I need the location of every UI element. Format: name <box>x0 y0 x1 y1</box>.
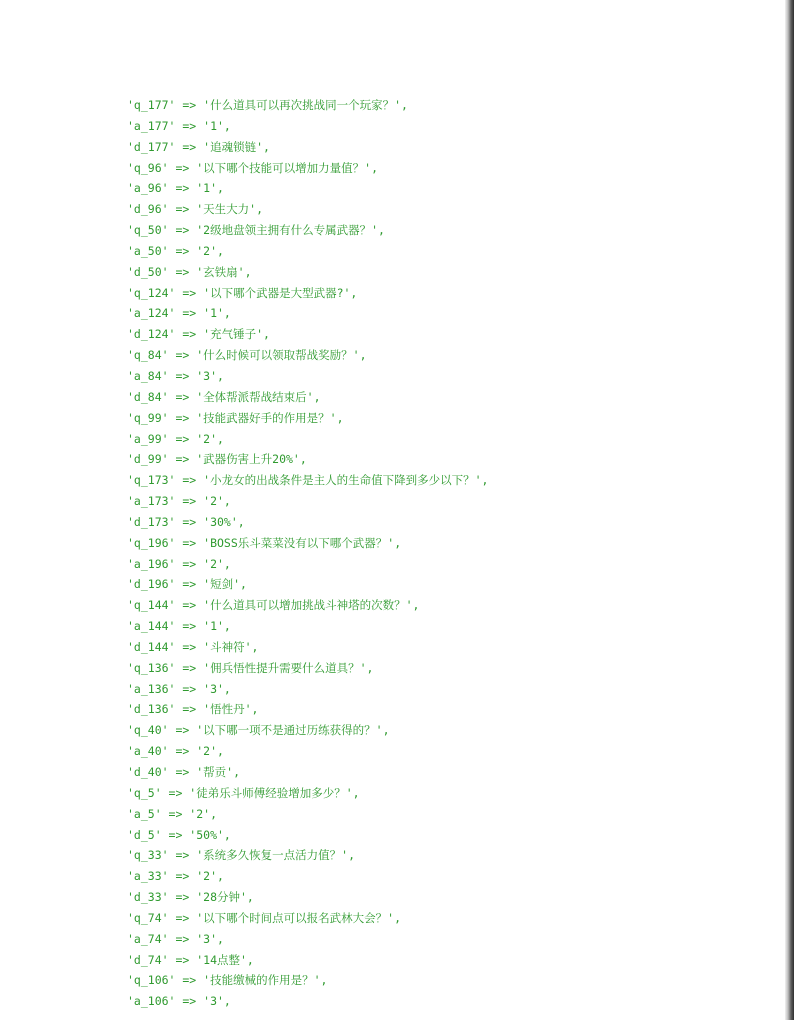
code-line: 'd_144' => '斗神符', <box>127 639 259 654</box>
code-line: 'q_40' => '以下哪一项不是通过历练获得的？', <box>127 723 390 738</box>
code-line: 'a_99' => '2', <box>127 431 224 446</box>
code-line: 'q_84' => '什么时候可以领取帮战奖励？', <box>127 348 367 363</box>
code-line: 'a_50' => '2', <box>127 243 224 258</box>
code-line: 'a_177' => '1', <box>127 118 231 133</box>
code-line: 'a_144' => '1', <box>127 619 231 634</box>
code-line: 'a_106' => '3', <box>127 994 231 1009</box>
code-line: 'd_173' => '30%', <box>127 514 245 529</box>
code-line: 'q_196' => 'BOSS乐斗菜菜没有以下哪个武器？', <box>127 535 402 550</box>
code-listing <box>127 95 488 1012</box>
code-line: 'a_196' => '2', <box>127 556 231 571</box>
code-line: 'q_5' => '徒弟乐斗师傅经验增加多少？', <box>127 785 360 800</box>
code-line: 'd_96' => '天生大力', <box>127 202 264 217</box>
code-line: 'q_74' => '以下哪个时间点可以报名武林大会？', <box>127 910 402 925</box>
code-line: 'd_84' => '全体帮派帮战结束后', <box>127 389 321 404</box>
code-line: 'a_96' => '1', <box>127 181 224 196</box>
code-line: 'q_144' => '什么道具可以增加挑战斗神塔的次数？', <box>127 598 420 613</box>
code-line: 'q_124' => '以下哪个武器是大型武器?', <box>127 285 358 300</box>
code-line: 'q_50' => '2级地盘领主拥有什么专属武器？', <box>127 223 385 238</box>
code-line: 'd_124' => '充气锤子', <box>127 327 270 342</box>
code-line: 'a_33' => '2', <box>127 869 224 884</box>
code-line: 'd_5' => '50%', <box>127 827 231 842</box>
code-line: 'd_136' => '悟性丹', <box>127 702 259 717</box>
code-line: 'a_5' => '2', <box>127 806 218 821</box>
code-line: 'd_74' => '14点整', <box>127 952 254 967</box>
code-line: 'q_173' => '小龙女的出战条件是主人的生命值下降到多少以下？', <box>127 473 489 488</box>
code-line: 'd_33' => '28分钟', <box>127 890 254 905</box>
code-line: 'q_136' => '佣兵悟性提升需要什么道具？', <box>127 660 374 675</box>
code-line: 'd_40' => '帮贡', <box>127 765 241 779</box>
code-line: 'q_106' => '技能缴械的作用是？', <box>127 973 328 988</box>
code-line: 'q_96' => '以下哪个技能可以增加力量值？', <box>127 160 379 175</box>
code-line: 'q_99' => '技能武器好手的作用是？', <box>127 410 344 425</box>
code-line: 'q_33' => '系统多久恢复一点活力值？', <box>127 848 356 863</box>
code-line: 'a_74' => '3', <box>127 931 224 946</box>
code-line: 'd_99' => '武器伤害上升20%', <box>127 452 307 467</box>
code-line: 'd_50' => '玄铁扇', <box>127 264 252 279</box>
code-line: 'a_84' => '3', <box>127 368 224 383</box>
code-line: 'a_173' => '2', <box>127 494 231 509</box>
code-line: 'a_124' => '1', <box>127 306 231 321</box>
code-line: 'd_196' => '短剑', <box>127 577 247 592</box>
page-scroll-edge <box>785 0 794 1020</box>
code-line: 'q_177' => '什么道具可以再次挑战同一个玩家？', <box>127 98 408 112</box>
code-line: 'a_40' => '2', <box>127 744 224 759</box>
code-line: 'a_136' => '3', <box>127 681 231 696</box>
code-line: 'd_177' => '追魂锁链', <box>127 139 270 154</box>
